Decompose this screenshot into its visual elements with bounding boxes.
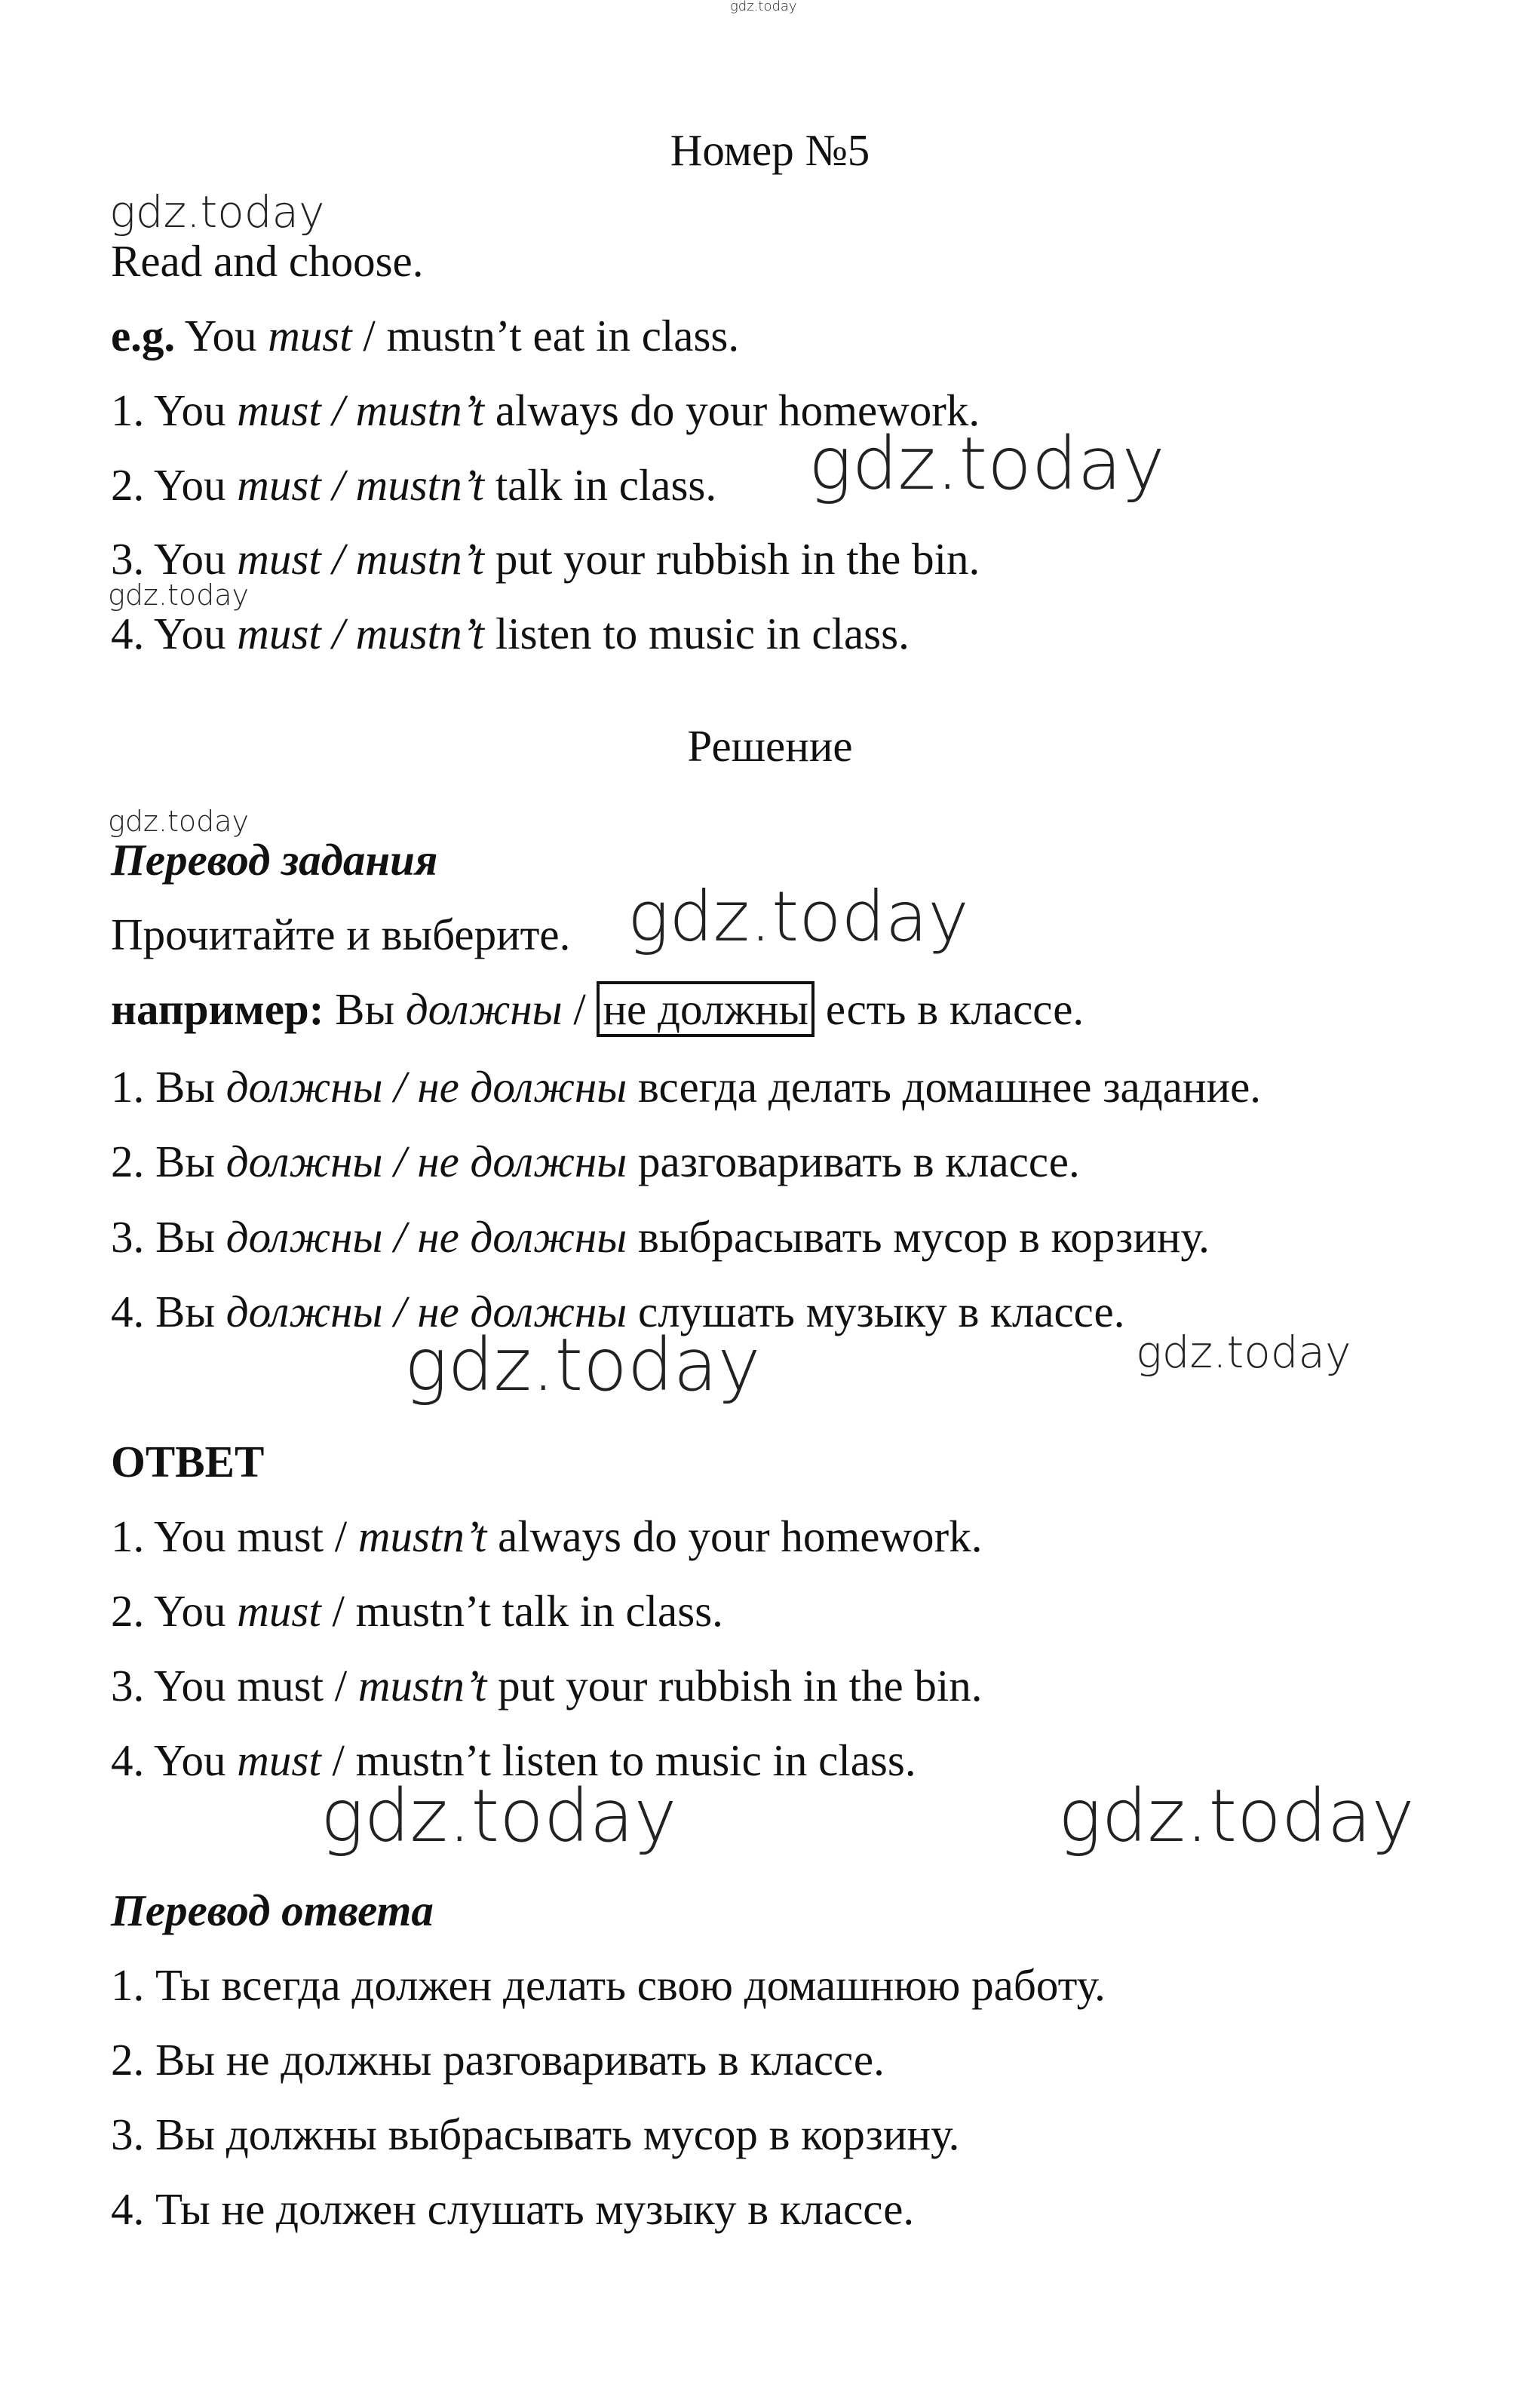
item-number: 2. — [111, 1586, 145, 1636]
item-options: must / mustn’t — [237, 460, 485, 510]
translation-item — [111, 1137, 1080, 1186]
item-number: 2. — [111, 1137, 145, 1186]
answer-separator: / — [334, 1511, 348, 1561]
item-number: 4. — [111, 1287, 145, 1336]
item-number: 2. — [111, 460, 145, 510]
watermark: gdz.today — [627, 876, 969, 957]
item-rest: выбрасывать мусор в корзину. — [638, 1212, 1210, 1262]
answer-option-must: must — [237, 1511, 324, 1561]
translation-example-prefix: например: — [111, 984, 324, 1034]
task-item — [111, 460, 717, 510]
item-subject: Вы — [155, 1062, 215, 1112]
watermark: gdz.today — [108, 578, 249, 612]
answer-separator: / — [334, 1661, 348, 1710]
translation-item — [111, 1062, 1262, 1112]
item-options: must / mustn’t — [237, 534, 485, 584]
answer-option-mustnt: mustn’t — [355, 1586, 491, 1636]
translation-item — [111, 1287, 1125, 1336]
item-number: 3. — [111, 1212, 145, 1262]
task-title: Номер №5 — [670, 125, 870, 175]
answer-selected-option: mustn’t — [357, 1661, 487, 1710]
answer-option-mustnt: mustn’t — [355, 1735, 491, 1785]
answer-selected-option: must — [237, 1586, 321, 1636]
task-instruction: Read and choose. — [111, 236, 424, 286]
item-number: 1. — [111, 385, 145, 435]
translation-example-rest: есть в классе. — [825, 984, 1084, 1034]
item-subject: You — [153, 1735, 226, 1785]
answer-item — [111, 1661, 983, 1710]
item-number: 1. — [111, 1511, 145, 1561]
watermark: gdz.today — [109, 186, 325, 238]
item-number: 1. — [111, 1062, 145, 1112]
translation-item — [111, 1212, 1210, 1262]
translation-example — [111, 984, 1084, 1034]
item-rest: listen to music in class. — [495, 609, 910, 658]
example-option-must: must — [268, 311, 352, 361]
item-subject: Вы — [155, 1287, 215, 1336]
translation-example-selected-option: не должны — [597, 981, 814, 1037]
item-options: must / mustn’t — [237, 609, 485, 658]
watermark-top: gdz.today — [730, 0, 797, 14]
item-subject: Вы — [155, 1137, 215, 1186]
watermark: gdz.today — [1058, 1774, 1415, 1858]
watermark: gdz.today — [108, 805, 249, 838]
example-prefix: e.g. — [111, 311, 176, 361]
answer-translation-item: 4. Ты не должен слушать музыку в классе. — [111, 2184, 915, 2234]
item-rest: always do your homework. — [498, 1511, 983, 1561]
answer-item — [111, 1511, 983, 1561]
item-subject: You — [153, 609, 226, 658]
task-example — [111, 311, 740, 361]
item-rest: разговаривать в классе. — [638, 1137, 1080, 1186]
example-option-mustnt: mustn’t — [386, 311, 522, 361]
answer-item — [111, 1735, 916, 1785]
item-rest: put your rubbish in the bin. — [498, 1661, 983, 1710]
task-item — [111, 609, 910, 658]
item-subject: You — [153, 1661, 226, 1710]
item-options: должны / не должны — [225, 1212, 627, 1262]
answer-selected-option: must — [237, 1735, 321, 1785]
translation-instruction: Прочитайте и выберите. — [111, 910, 571, 959]
item-options: должны / не должны — [225, 1287, 627, 1336]
item-rest: слушать музыку в классе. — [638, 1287, 1125, 1336]
example-separator: / — [363, 311, 376, 361]
item-number: 3. — [111, 534, 145, 584]
watermark: gdz.today — [321, 1774, 677, 1858]
example-rest: eat in class. — [532, 311, 740, 361]
item-rest: talk in class. — [495, 460, 717, 510]
item-options: must / mustn’t — [237, 385, 485, 435]
translation-example-option-must: должны — [405, 984, 563, 1034]
item-number: 3. — [111, 1661, 145, 1710]
item-options: должны / не должны — [225, 1137, 627, 1186]
item-rest: always do your homework. — [495, 385, 980, 435]
answer-translation-item: 3. Вы должны выбрасывать мусор в корзину. — [111, 2109, 960, 2159]
item-options: должны / не должны — [225, 1062, 627, 1112]
item-rest: всегда делать домашнее задание. — [638, 1062, 1262, 1112]
watermark: gdz.today — [404, 1323, 761, 1407]
item-number: 4. — [111, 1735, 145, 1785]
task-item — [111, 534, 980, 584]
answer-translation-item: 2. Вы не должны разговаривать в классе. — [111, 2035, 885, 2085]
item-rest: listen to music in class. — [502, 1735, 916, 1785]
watermark: gdz.today — [808, 422, 1165, 506]
answer-translation-item: 1. Ты всегда должен делать свою домашнюю работу. — [111, 1960, 1106, 2010]
item-subject: Вы — [155, 1212, 215, 1262]
example-subject: You — [184, 311, 257, 361]
item-subject: You — [153, 460, 226, 510]
item-rest: talk in class. — [502, 1586, 723, 1636]
item-number: 4. — [111, 609, 145, 658]
answer-selected-option: mustn’t — [357, 1511, 487, 1561]
translation-heading: Перевод задания — [111, 835, 438, 885]
answer-item — [111, 1586, 723, 1636]
translation-example-separator: / — [573, 984, 586, 1034]
solution-heading: Решение — [687, 721, 853, 771]
answer-heading: ОТВЕТ — [111, 1437, 265, 1487]
answer-separator: / — [332, 1735, 345, 1785]
answer-separator: / — [332, 1586, 345, 1636]
translation-example-subject: Вы — [335, 984, 395, 1034]
task-item — [111, 385, 980, 435]
item-subject: You — [153, 1586, 226, 1636]
item-subject: You — [153, 1511, 226, 1561]
item-subject: You — [153, 534, 226, 584]
watermark: gdz.today — [1136, 1327, 1351, 1378]
answer-option-must: must — [237, 1661, 324, 1710]
answer-translation-heading: Перевод ответа — [111, 1885, 434, 1935]
item-subject: You — [153, 385, 226, 435]
item-rest: put your rubbish in the bin. — [495, 534, 980, 584]
